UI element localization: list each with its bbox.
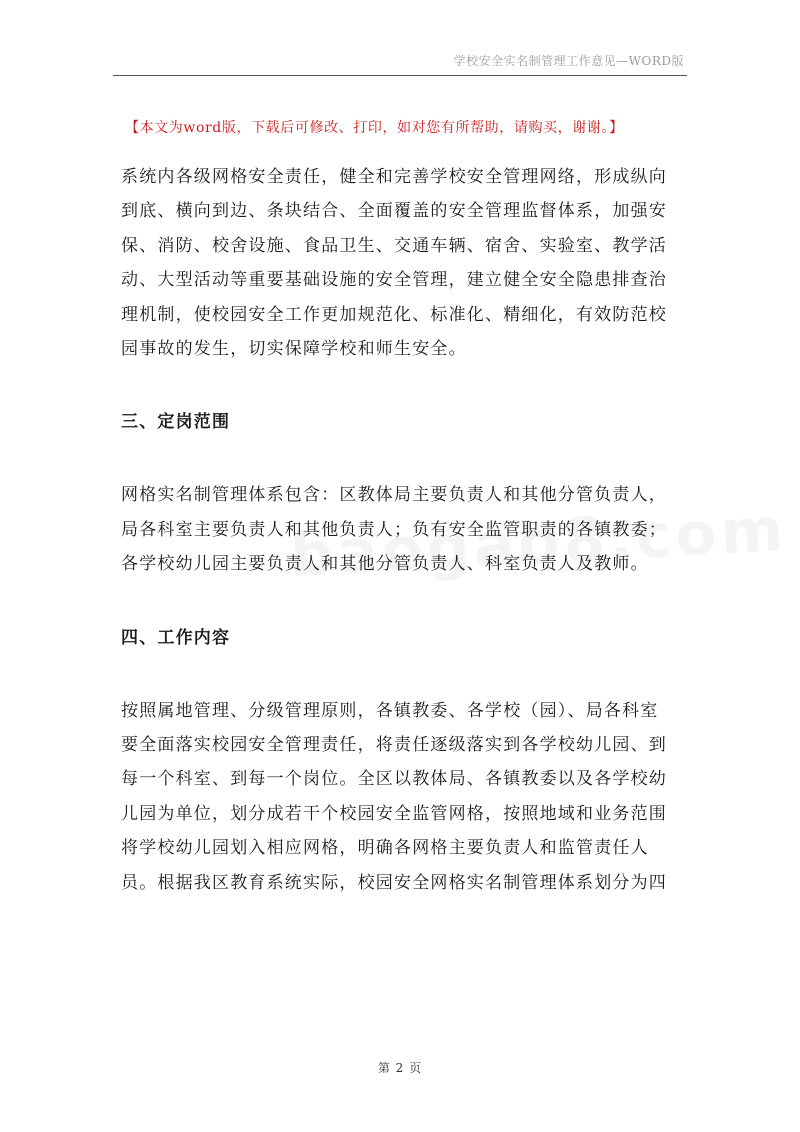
text-line: 网格实名制管理体系包含：区教体局主要负责人和其他分管负责人， xyxy=(121,485,667,506)
download-notice: 【本文为word版，下载后可修改、打印，如对您有所帮助，请购买，谢谢。】 xyxy=(125,120,624,136)
text-line: 保、消防、校舍设施、食品卫生、交通车辆、宿舍、实验室、教学活 xyxy=(121,235,667,256)
spacer xyxy=(121,439,689,478)
spacer xyxy=(121,655,689,694)
text-line: 要全面落实校园安全管理责任，将责任逐级落实到各学校幼儿园、到 xyxy=(121,735,667,756)
text-line: 理机制，使校园安全工作更加规范化、标准化、精细化，有效防范校 xyxy=(121,304,667,325)
text-line: 到底、横向到边、条块结合、全面覆盖的安全管理监督体系，加强安 xyxy=(121,201,667,222)
text-line: 系统内各级网格安全责任，健全和完善学校安全管理网络，形成纵向 xyxy=(121,167,667,187)
text-line: 每一个科室、到每一个岗位。全区以教体局、各镇教委以及各学校幼 xyxy=(121,769,667,790)
page-header-title: 学校安全实名制管理工作意见—WORD版 xyxy=(453,54,684,68)
text-line: 动、大型活动等重要基础设施的安全管理，建立健全安全隐患排查治 xyxy=(121,270,667,291)
section-heading-scope: 三、定岗范围 xyxy=(121,412,231,433)
text-line: 儿园为单位，划分成若干个校园安全监管网格，按照地域和业务范围 xyxy=(121,803,667,824)
paragraph-work-content xyxy=(121,694,689,900)
text-line: 将学校幼儿园划入相应网格，明确各网格主要负责人和监管责任人 xyxy=(121,838,649,859)
section-heading-work-content: 四、工作内容 xyxy=(121,627,231,648)
text-line: 员。根据我区教育系统实际，校园安全网格实名制管理体系划分为四 xyxy=(121,872,667,893)
header-divider xyxy=(113,75,687,76)
document-body xyxy=(121,160,689,900)
paragraph-safety-system xyxy=(121,160,689,366)
text-line: 各学校幼儿园主要负责人和其他分管负责人、科室负责人及教师。 xyxy=(121,554,649,575)
spacer xyxy=(121,366,689,405)
paragraph-scope xyxy=(121,478,689,581)
text-line: 园事故的发生，切实保障学校和师生安全。 xyxy=(121,339,467,360)
text-line: 局各科室主要负责人和其他负责人；负有安全监管职责的各镇教委； xyxy=(121,519,667,540)
page-number: 第 2 页 xyxy=(377,1061,423,1075)
text-line: 按照属地管理、分级管理原则，各镇教委、各学校（园）、局各科室 xyxy=(121,700,659,721)
spacer xyxy=(121,582,689,621)
